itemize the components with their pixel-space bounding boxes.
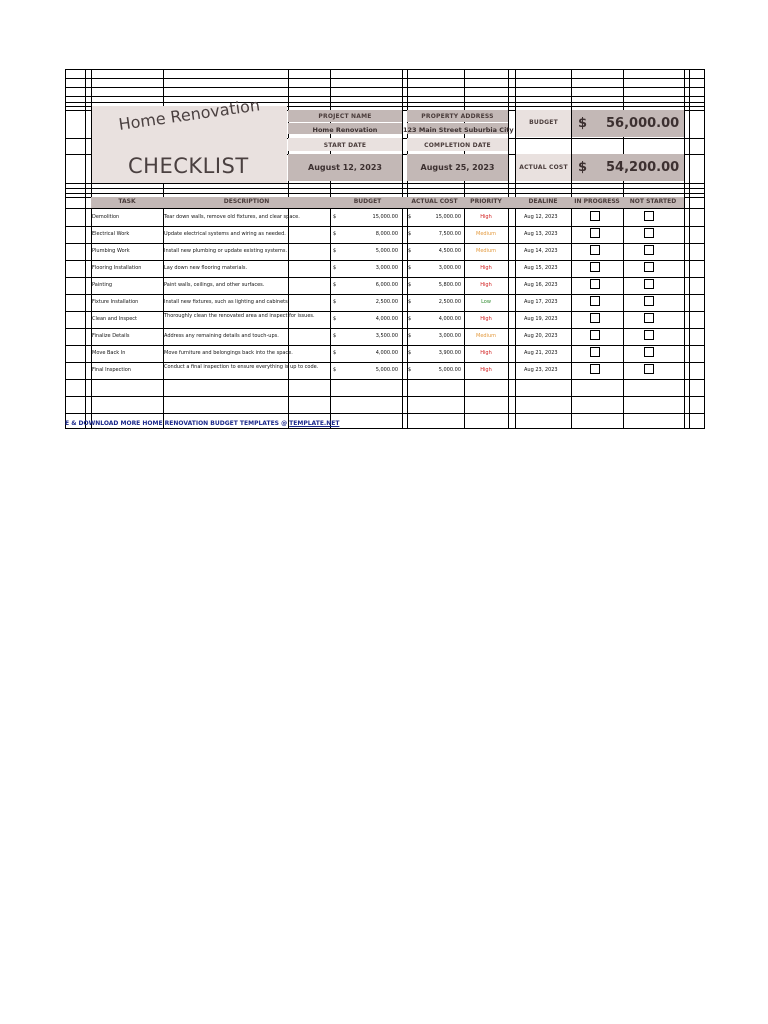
project-name-label: PROJECT NAME <box>318 113 372 120</box>
budget-currency-symbol: $ <box>333 350 337 356</box>
task-deadline[interactable]: Aug 19, 2023 <box>524 316 558 322</box>
grid-row-line <box>65 193 704 194</box>
start-date-value[interactable]: August 12, 2023 <box>308 163 382 172</box>
task-priority[interactable]: Low <box>481 299 491 305</box>
task-priority[interactable]: High <box>480 350 492 356</box>
task-name[interactable]: Clean and Inspect <box>92 316 137 322</box>
grid-column-line <box>689 69 690 429</box>
task-description[interactable]: Paint walls, ceilings, and other surfaces. <box>164 282 265 288</box>
start-date-label: START DATE <box>323 142 367 149</box>
grid-row-line <box>65 379 704 380</box>
grid-column-line <box>85 69 86 429</box>
grid-row-line <box>65 243 704 244</box>
grid-row-line <box>65 208 704 209</box>
actual-currency-symbol: $ <box>408 231 412 237</box>
actual-currency-symbol: $ <box>408 282 412 288</box>
task-budget[interactable]: 5,000.00 <box>375 367 398 373</box>
task-description[interactable]: Update electrical systems and wiring as needed. <box>164 231 286 237</box>
in-progress-checkbox[interactable] <box>590 330 600 340</box>
actual-currency-symbol: $ <box>408 248 412 254</box>
task-actual-cost[interactable]: 2,500.00 <box>438 299 461 305</box>
task-budget[interactable]: 3,500.00 <box>375 333 398 339</box>
actual-cost-label: ACTUAL COST <box>519 164 568 171</box>
grid-row-line <box>65 328 704 329</box>
budget-currency-symbol: $ <box>333 316 337 322</box>
budget-currency-symbol: $ <box>333 248 337 254</box>
task-priority[interactable]: High <box>480 282 492 288</box>
completion-date-value[interactable]: August 25, 2023 <box>420 163 495 172</box>
in-progress-checkbox[interactable] <box>590 262 600 272</box>
actual-currency-symbol: $ <box>408 333 412 339</box>
in-progress-checkbox[interactable] <box>590 245 600 255</box>
grid-column-line <box>65 69 66 429</box>
task-budget[interactable]: 4,000.00 <box>375 350 398 356</box>
task-name[interactable]: Fixture Installation <box>92 299 139 305</box>
title-home-renovation: Home Renovation <box>117 95 262 134</box>
grid-row-line <box>65 87 704 88</box>
actual-currency-symbol: $ <box>408 265 412 271</box>
actual-currency-symbol: $ <box>408 367 412 373</box>
task-deadline[interactable]: Aug 23, 2023 <box>524 367 558 373</box>
not-started-checkbox[interactable] <box>644 279 654 289</box>
grid-row-line <box>65 345 704 346</box>
not-started-checkbox[interactable] <box>644 296 654 306</box>
task-description[interactable]: Address any remaining details and touch-ups. <box>164 333 279 339</box>
task-actual-cost[interactable]: 5,800.00 <box>438 282 461 288</box>
task-description[interactable]: Thoroughly clean the renovated area and inspect for issues. <box>164 313 315 319</box>
column-header-task: TASK <box>118 198 136 205</box>
task-deadline[interactable]: Aug 21, 2023 <box>524 350 558 356</box>
column-header-description: DESCRIPTION <box>223 198 270 205</box>
grid-row-line <box>65 260 704 261</box>
column-header-deadline: DEALINE <box>528 198 558 205</box>
title-checklist: CHECKLIST <box>128 154 249 178</box>
grid-column-line <box>704 69 705 429</box>
grid-row-line <box>65 362 704 363</box>
column-header-not-started: NOT STARTED <box>629 198 677 205</box>
task-deadline[interactable]: Aug 16, 2023 <box>524 282 558 288</box>
task-priority[interactable]: Medium <box>476 248 496 254</box>
in-progress-checkbox[interactable] <box>590 296 600 306</box>
budget-value[interactable]: 56,000.00 <box>606 116 680 131</box>
not-started-checkbox[interactable] <box>644 364 654 374</box>
grid-row-line <box>65 311 704 312</box>
in-progress-checkbox[interactable] <box>590 228 600 238</box>
grid-row-line <box>65 96 704 97</box>
task-actual-cost[interactable]: 3,900.00 <box>438 350 461 356</box>
budget-currency-symbol: $ <box>333 265 337 271</box>
column-header-actual-cost: ACTUAL COST <box>411 198 458 205</box>
in-progress-checkbox[interactable] <box>590 364 600 374</box>
task-budget[interactable]: 4,000.00 <box>375 316 398 322</box>
task-description[interactable]: Conduct a final inspection to ensure everything is up to code. <box>164 364 319 370</box>
actual-currency-symbol: $ <box>408 350 412 356</box>
task-actual-cost[interactable]: 7,500.00 <box>438 231 461 237</box>
project-name-value[interactable]: Home Renovation <box>312 126 378 134</box>
grid-row-line <box>65 188 704 189</box>
not-started-checkbox[interactable] <box>644 228 654 238</box>
completion-date-label: COMPLETION DATE <box>424 142 491 149</box>
task-description[interactable]: Lay down new flooring materials. <box>164 265 248 271</box>
task-budget[interactable]: 2,500.00 <box>375 299 398 305</box>
task-actual-cost[interactable]: 5,000.00 <box>438 367 461 373</box>
task-description[interactable]: Move furniture and belongings back into the space. <box>164 350 293 356</box>
grid-column-line <box>684 69 685 429</box>
budget-currency: $ <box>578 116 588 131</box>
budget-currency-symbol: $ <box>333 282 337 288</box>
budget-currency-symbol: $ <box>333 299 337 305</box>
task-name[interactable]: Finalize Details <box>92 333 130 339</box>
not-started-checkbox[interactable] <box>644 262 654 272</box>
task-deadline[interactable]: Aug 13, 2023 <box>524 231 558 237</box>
grid-column-line <box>402 69 403 429</box>
task-budget[interactable]: 6,000.00 <box>375 282 398 288</box>
in-progress-checkbox[interactable] <box>590 279 600 289</box>
task-name[interactable]: Final Inspection <box>92 367 131 373</box>
task-budget[interactable]: 3,000.00 <box>375 265 398 271</box>
task-name[interactable]: Flooring Installation <box>92 265 142 271</box>
in-progress-checkbox[interactable] <box>590 313 600 323</box>
not-started-checkbox[interactable] <box>644 347 654 357</box>
actual-currency-symbol: $ <box>408 316 412 322</box>
task-deadline[interactable]: Aug 12, 2023 <box>524 214 558 220</box>
not-started-checkbox[interactable] <box>644 330 654 340</box>
task-name[interactable]: Electrical Work <box>92 231 130 237</box>
task-deadline[interactable]: Aug 20, 2023 <box>524 333 558 339</box>
task-actual-cost[interactable]: 3,000.00 <box>438 333 461 339</box>
column-header-in-progress: IN PROGRESS <box>574 198 620 205</box>
task-name[interactable]: Demolition <box>92 214 120 220</box>
column-header-budget: BUDGET <box>353 198 382 205</box>
footer-link[interactable]: TEMPLATE.NET <box>289 420 340 427</box>
task-deadline[interactable]: Aug 15, 2023 <box>524 265 558 271</box>
task-priority[interactable]: High <box>480 214 492 220</box>
task-priority[interactable]: High <box>480 367 492 373</box>
grid-row-line <box>65 396 704 397</box>
grid-row-line <box>65 428 704 429</box>
task-priority[interactable]: High <box>480 265 492 271</box>
property-address-label: PROPERTY ADDRESS <box>421 113 494 120</box>
task-description[interactable]: Install new plumbing or update existing systems. <box>164 248 288 254</box>
task-budget[interactable]: 8,000.00 <box>375 231 398 237</box>
task-description[interactable]: Tear down walls, remove old fixtures, and clear space. <box>164 214 300 220</box>
budget-label: BUDGET <box>529 119 558 126</box>
task-description[interactable]: Install new fixtures, such as lighting and cabinets. <box>164 299 290 305</box>
task-deadline[interactable]: Aug 17, 2023 <box>524 299 558 305</box>
not-started-checkbox[interactable] <box>644 245 654 255</box>
footer-promo <box>65 420 339 427</box>
property-address-value[interactable]: 123 Main Street Suburbia City <box>403 126 514 134</box>
budget-currency-symbol: $ <box>333 367 337 373</box>
budget-currency-symbol: $ <box>333 231 337 237</box>
task-priority[interactable]: Medium <box>476 231 496 237</box>
column-header-priority: PRIORITY <box>470 198 502 205</box>
task-priority[interactable]: Medium <box>476 333 496 339</box>
budget-currency-symbol: $ <box>333 333 337 339</box>
in-progress-checkbox[interactable] <box>590 347 600 357</box>
footer-text: E & DOWNLOAD MORE HOME RENOVATION BUDGET TEMPLATES @ <box>65 420 290 427</box>
grid-row-line <box>65 277 704 278</box>
not-started-checkbox[interactable] <box>644 211 654 221</box>
in-progress-checkbox[interactable] <box>590 211 600 221</box>
task-actual-cost[interactable]: 4,500.00 <box>438 248 461 254</box>
task-actual-cost[interactable]: 15,000.00 <box>435 214 461 220</box>
task-deadline[interactable]: Aug 14, 2023 <box>524 248 558 254</box>
budget-currency-symbol: $ <box>333 214 337 220</box>
grid-row-line <box>65 226 704 227</box>
task-name[interactable]: Painting <box>92 282 113 288</box>
task-priority[interactable]: High <box>480 316 492 322</box>
task-actual-cost[interactable]: 4,000.00 <box>438 316 461 322</box>
actual-cost-value[interactable]: 54,200.00 <box>606 160 680 175</box>
actual-currency-symbol: $ <box>408 299 412 305</box>
grid-row-line <box>65 102 704 103</box>
task-name[interactable]: Plumbing Work <box>92 248 130 254</box>
grid-row-line <box>65 78 704 79</box>
task-name[interactable]: Move Back In <box>92 350 126 356</box>
grid-row-line <box>65 413 704 414</box>
task-actual-cost[interactable]: 3,000.00 <box>438 265 461 271</box>
actual-currency-symbol: $ <box>408 214 412 220</box>
task-budget[interactable]: 15,000.00 <box>372 214 398 220</box>
grid-row-line <box>65 183 704 184</box>
actual-cost-currency: $ <box>578 160 588 175</box>
task-budget[interactable]: 5,000.00 <box>375 248 398 254</box>
not-started-checkbox[interactable] <box>644 313 654 323</box>
grid-row-line <box>65 69 704 70</box>
grid-row-line <box>65 294 704 295</box>
